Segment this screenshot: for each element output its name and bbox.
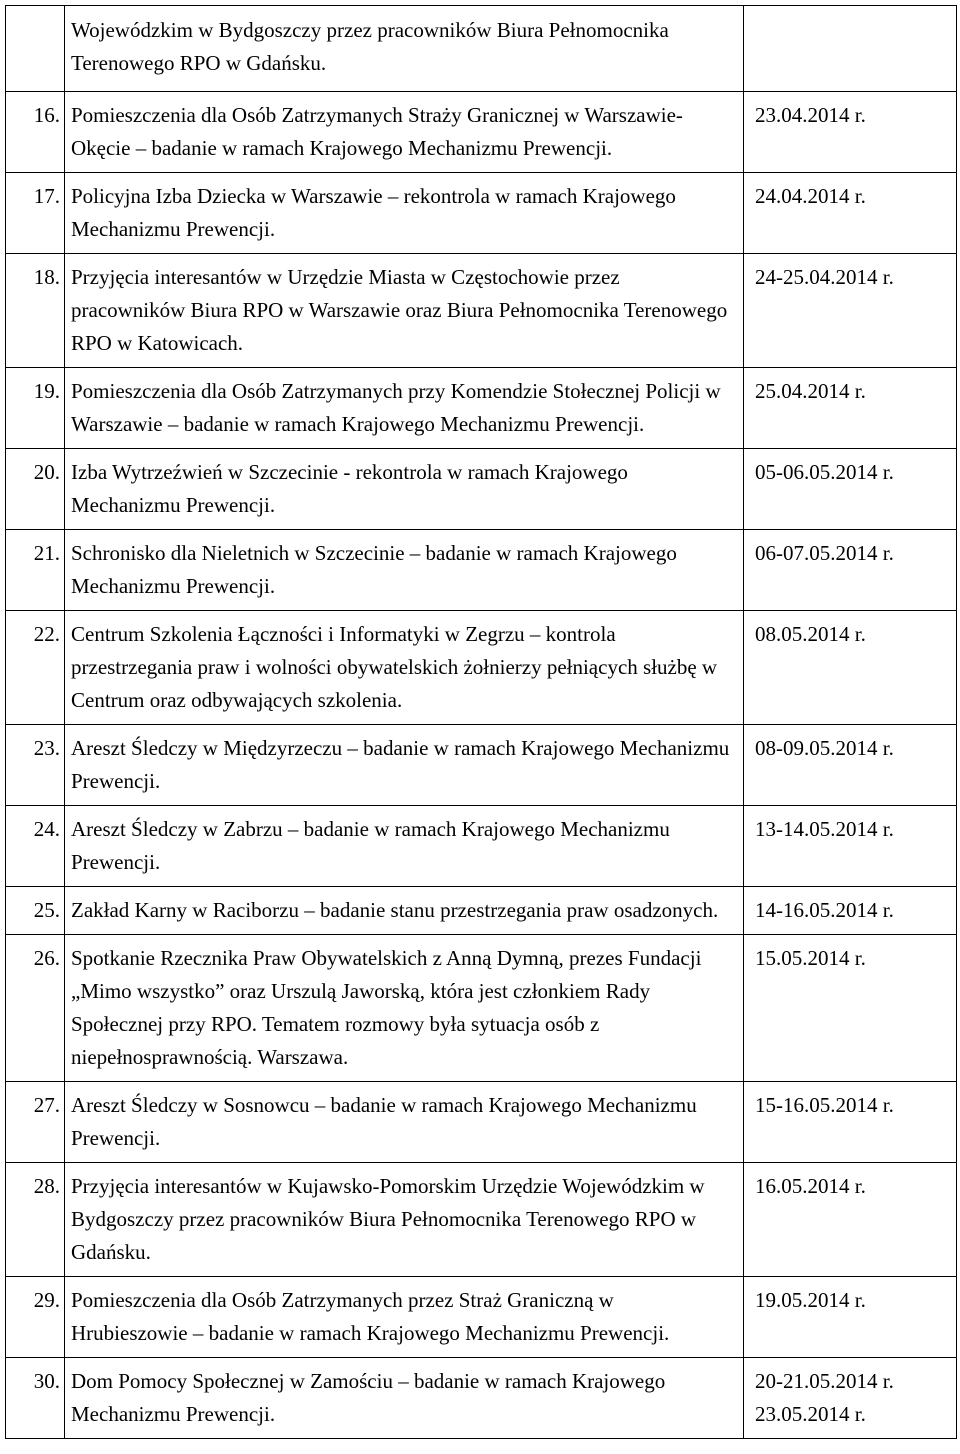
row-dates xyxy=(755,935,956,982)
row-number: 24. xyxy=(33,817,60,841)
table-row xyxy=(6,530,957,611)
table-row xyxy=(6,887,957,935)
row-number: 16. xyxy=(33,103,60,127)
row-description-cell xyxy=(65,1082,744,1163)
row-number-cell xyxy=(6,1082,65,1163)
table-row xyxy=(6,368,957,449)
row-date-cell xyxy=(744,368,957,449)
row-number-cell xyxy=(6,725,65,806)
row-description: Areszt Śledczy w Międzyrzeczu – badanie w ramach Krajowego Mechanizmu Prewencji. xyxy=(71,736,730,793)
table-row xyxy=(6,1358,957,1439)
row-description: Przyjęcia interesantów w Urzędzie Miasta w Częstochowie przez pracowników Biura RPO w Warszawie oraz Biura Pełnomocnika Terenowego RPO w Katowicach. xyxy=(71,265,728,355)
table-row xyxy=(6,1082,957,1163)
row-date: 24-25.04.2014 r. xyxy=(755,265,894,289)
row-date: 23.05.2014 r. xyxy=(755,1402,866,1426)
table-row xyxy=(6,254,957,368)
row-description: Wojewódzkim w Bydgoszczy przez pracowników Biura Pełnomocnika Terenowego RPO w Gdańsku. xyxy=(71,18,669,75)
row-date: 06-07.05.2014 r. xyxy=(755,541,894,565)
row-number-cell xyxy=(6,887,65,935)
row-date: 05-06.05.2014 r. xyxy=(755,460,894,484)
row-number: 21. xyxy=(33,541,60,565)
table-row xyxy=(6,935,957,1082)
row-number: 18. xyxy=(33,265,60,289)
row-number: 26. xyxy=(33,946,60,970)
row-number: 22. xyxy=(33,622,60,646)
row-number-cell xyxy=(6,92,65,173)
row-description: Policyjna Izba Dziecka w Warszawie – rekontrola w ramach Krajowego Mechanizmu Prewencji. xyxy=(71,184,676,241)
row-dates xyxy=(755,92,956,139)
row-number-cell xyxy=(6,1163,65,1277)
row-date-cell xyxy=(744,1163,957,1277)
row-number-cell xyxy=(6,806,65,887)
row-number: 30. xyxy=(33,1369,60,1393)
row-number-cell xyxy=(6,254,65,368)
row-description-cell xyxy=(65,935,744,1082)
row-description-cell xyxy=(65,887,744,935)
table-row xyxy=(6,173,957,254)
row-date-cell xyxy=(744,254,957,368)
row-date-cell xyxy=(744,725,957,806)
row-date-cell xyxy=(744,887,957,935)
table-row xyxy=(6,806,957,887)
table-body xyxy=(6,6,957,1439)
row-date-cell xyxy=(744,1358,957,1439)
row-date: 25.04.2014 r. xyxy=(755,379,866,403)
row-date: 15.05.2014 r. xyxy=(755,946,866,970)
row-number xyxy=(6,6,60,25)
row-dates xyxy=(755,611,956,658)
row-dates xyxy=(755,1082,956,1129)
row-dates xyxy=(755,1277,956,1324)
row-number-cell xyxy=(6,173,65,254)
row-number-cell xyxy=(6,530,65,611)
table-row xyxy=(6,92,957,173)
row-dates xyxy=(755,725,956,772)
row-dates xyxy=(755,254,956,301)
row-number-cell xyxy=(6,368,65,449)
row-dates xyxy=(755,6,956,25)
row-dates xyxy=(755,887,956,934)
row-date: 24.04.2014 r. xyxy=(755,184,866,208)
row-description: Pomieszczenia dla Osób Zatrzymanych przy Komendzie Stołecznej Policji w Warszawie – badanie w ramach Krajowego Mechanizmu Prewencji. xyxy=(71,379,721,436)
row-number-cell xyxy=(6,6,65,92)
row-number-cell xyxy=(6,1277,65,1358)
row-date-cell xyxy=(744,92,957,173)
row-date: 23.04.2014 r. xyxy=(755,103,866,127)
row-description-cell xyxy=(65,806,744,887)
row-description: Areszt Śledczy w Sosnowcu – badanie w ramach Krajowego Mechanizmu Prewencji. xyxy=(71,1093,697,1150)
row-description: Spotkanie Rzecznika Praw Obywatelskich z Anną Dymną, prezes Fundacji „Mimo wszystko” oraz Urszulą Jaworską, która jest członkiem Rady Społecznej przy RPO. Tematem rozmowy była sytuacja osób z niepełnosprawnością. Warszawa. xyxy=(71,946,702,1069)
row-description-cell xyxy=(65,1163,744,1277)
table-row xyxy=(6,1277,957,1358)
row-number: 25. xyxy=(33,898,60,922)
row-description: Pomieszczenia dla Osób Zatrzymanych przez Straż Graniczną w Hrubieszowie – badanie w ramach Krajowego Mechanizmu Prewencji. xyxy=(71,1288,670,1345)
table-row xyxy=(6,6,957,92)
row-number: 17. xyxy=(33,184,60,208)
row-date: 08-09.05.2014 r. xyxy=(755,736,894,760)
row-description-cell xyxy=(65,611,744,725)
row-description-cell xyxy=(65,725,744,806)
row-date: 15-16.05.2014 r. xyxy=(755,1093,894,1117)
activity-table xyxy=(5,5,957,1439)
row-dates xyxy=(755,1358,956,1438)
row-date: 08.05.2014 r. xyxy=(755,622,866,646)
row-description: Izba Wytrzeźwień w Szczecinie - rekontrola w ramach Krajowego Mechanizmu Prewencji. xyxy=(71,460,628,517)
row-description: Areszt Śledczy w Zabrzu – badanie w ramach Krajowego Mechanizmu Prewencji. xyxy=(71,817,670,874)
row-description-cell xyxy=(65,449,744,530)
table-row xyxy=(6,725,957,806)
row-description-cell xyxy=(65,92,744,173)
row-date-cell xyxy=(744,806,957,887)
row-description: Dom Pomocy Społecznej w Zamościu – badanie w ramach Krajowego Mechanizmu Prewencji. xyxy=(71,1369,666,1426)
row-date-cell xyxy=(744,449,957,530)
row-date-cell xyxy=(744,935,957,1082)
row-date: 16.05.2014 r. xyxy=(755,1174,866,1198)
row-date-cell xyxy=(744,1082,957,1163)
row-description: Pomieszczenia dla Osób Zatrzymanych Straży Granicznej w Warszawie-Okęcie – badanie w ramach Krajowego Mechanizmu Prewencji. xyxy=(71,103,683,160)
row-date: 20-21.05.2014 r. xyxy=(755,1369,894,1393)
row-description: Przyjęcia interesantów w Kujawsko-Pomorskim Urzędzie Wojewódzkim w Bydgoszczy przez pracowników Biura Pełnomocnika Terenowego RPO w Gdańsku. xyxy=(71,1174,705,1264)
row-dates xyxy=(755,530,956,577)
row-dates xyxy=(755,173,956,220)
row-number: 19. xyxy=(33,379,60,403)
row-description: Schronisko dla Nieletnich w Szczecinie – badanie w ramach Krajowego Mechanizmu Prewencji. xyxy=(71,541,677,598)
row-dates xyxy=(755,806,956,853)
row-date-cell xyxy=(744,611,957,725)
row-date-cell xyxy=(744,173,957,254)
row-description-cell xyxy=(65,368,744,449)
row-number-cell xyxy=(6,935,65,1082)
row-dates xyxy=(755,449,956,496)
row-description-cell xyxy=(65,6,744,92)
table-row xyxy=(6,449,957,530)
row-description-cell xyxy=(65,1358,744,1439)
row-description-cell xyxy=(65,173,744,254)
row-date: 14-16.05.2014 r. xyxy=(755,898,894,922)
row-number: 28. xyxy=(33,1174,60,1198)
row-number: 27. xyxy=(33,1093,60,1117)
row-date-cell xyxy=(744,530,957,611)
row-description-cell xyxy=(65,254,744,368)
row-dates xyxy=(755,1163,956,1210)
table-row xyxy=(6,611,957,725)
row-number-cell xyxy=(6,611,65,725)
table-row xyxy=(6,1163,957,1277)
row-description-cell xyxy=(65,1277,744,1358)
row-date: 13-14.05.2014 r. xyxy=(755,817,894,841)
row-number: 29. xyxy=(33,1288,60,1312)
row-description: Zakład Karny w Raciborzu – badanie stanu przestrzegania praw osadzonych. xyxy=(71,898,719,922)
row-number-cell xyxy=(6,1358,65,1439)
row-number: 23. xyxy=(33,736,60,760)
row-number-cell xyxy=(6,449,65,530)
row-description-cell xyxy=(65,530,744,611)
row-date-cell xyxy=(744,6,957,92)
row-date-cell xyxy=(744,1277,957,1358)
row-number: 20. xyxy=(33,460,60,484)
row-description: Centrum Szkolenia Łączności i Informatyki w Zegrzu – kontrola przestrzegania praw i wolności obywatelskich żołnierzy pełniących służbę w Centrum oraz odbywających szkolenia. xyxy=(71,622,718,712)
row-date: 19.05.2014 r. xyxy=(755,1288,866,1312)
row-dates xyxy=(755,368,956,415)
